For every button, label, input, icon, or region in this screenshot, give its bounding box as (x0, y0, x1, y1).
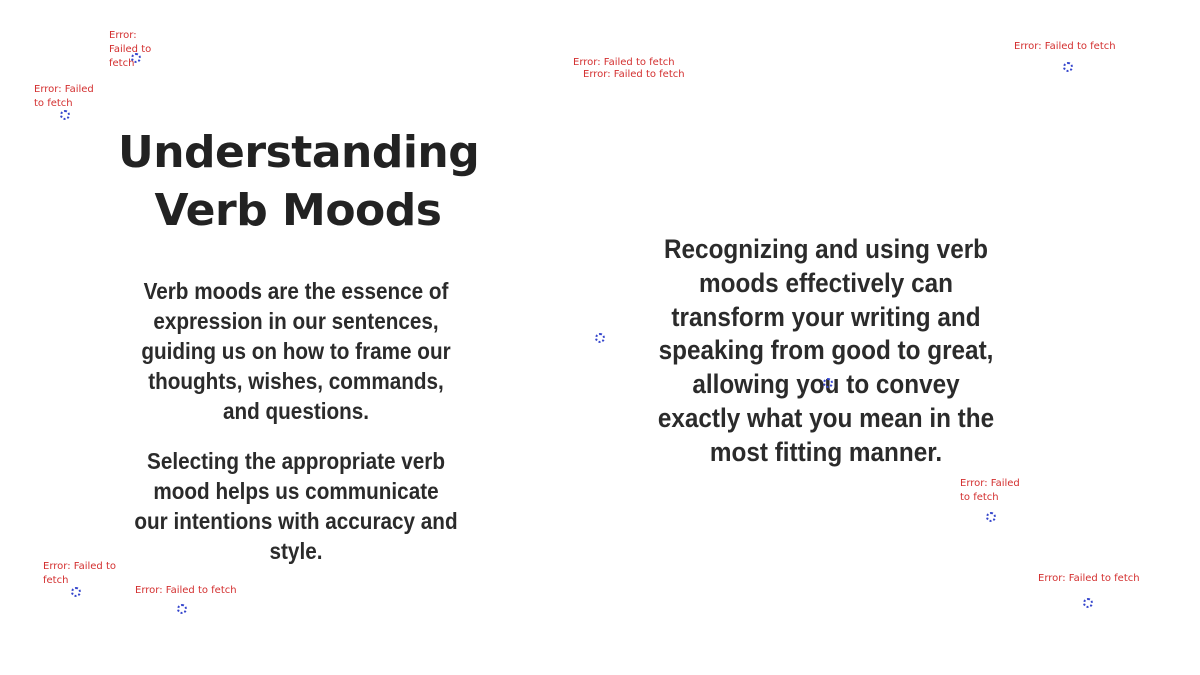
error-message: Error: Failed to fetch (43, 561, 116, 586)
error-message: Error: Failed to fetch (109, 30, 152, 69)
error-message: Error: Failed to fetch (34, 84, 94, 109)
error-message: Error: Failed to fetch (960, 478, 1020, 503)
error-message: Error: Failed to fetch (573, 57, 675, 68)
loading-spinner-icon (60, 110, 70, 120)
loading-spinner-icon (71, 587, 81, 597)
loading-spinner-icon (823, 378, 833, 388)
intro-paragraph: Verb moods are the essence of expression in our sentences, guiding us on how to frame our thoughts, wishes, commands, and questions. (141, 278, 451, 424)
error-message: Error: Failed to fetch (1038, 573, 1140, 584)
loading-spinner-icon (986, 512, 996, 522)
selection-paragraph: Selecting the appropriate verb mood helps us communicate our intentions with accuracy and style. (134, 448, 458, 564)
loading-spinner-icon (595, 333, 605, 343)
benefit-paragraph: Recognizing and using verb moods effectively can transform your writing and speaking from good to great, allowing you to convey exactly what you mean in the most fitting manner. (657, 234, 995, 467)
loading-spinner-icon (177, 604, 187, 614)
error-message: Error: Failed to fetch (1014, 41, 1116, 52)
slide-title: Understanding Verb Moods (118, 127, 480, 236)
loading-spinner-icon (1063, 62, 1073, 72)
loading-spinner-icon (1083, 598, 1093, 608)
error-message: Error: Failed to fetch (583, 69, 685, 80)
loading-spinner-icon (131, 53, 141, 63)
error-message: Error: Failed to fetch (135, 585, 237, 596)
